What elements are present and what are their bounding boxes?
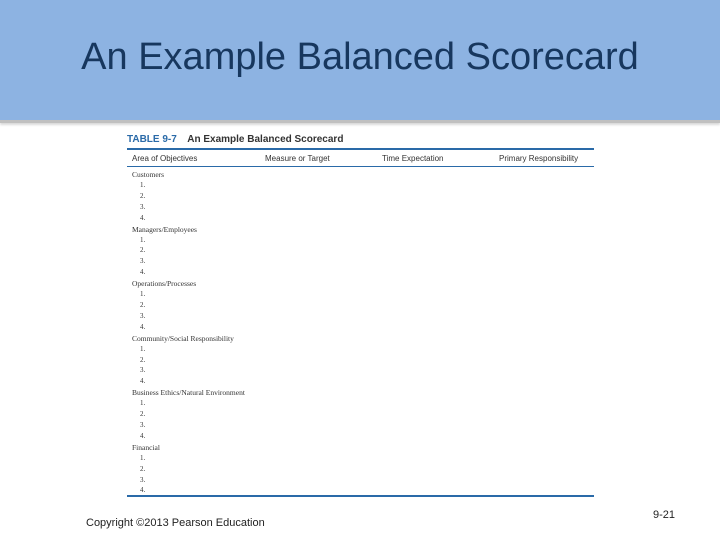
section-heading: Customers bbox=[132, 170, 165, 179]
column-header-time: Time Expectation bbox=[382, 154, 444, 163]
section-item: 2. bbox=[140, 246, 146, 255]
section-item: 2. bbox=[140, 301, 146, 310]
section-item: 1. bbox=[140, 344, 146, 353]
section-heading: Managers/Employees bbox=[132, 224, 197, 234]
table-label: TABLE 9-7 bbox=[127, 134, 177, 145]
table-bottom-rule bbox=[127, 495, 594, 497]
section-item: 3. bbox=[140, 366, 146, 375]
section-item: 3. bbox=[140, 202, 146, 211]
section-item: 1. bbox=[140, 181, 146, 189]
section-heading: Financial bbox=[132, 442, 160, 452]
table-caption bbox=[127, 133, 343, 147]
column-header-measure: Measure or Target bbox=[265, 154, 330, 163]
section-item: 4. bbox=[140, 377, 146, 386]
section-item: 1. bbox=[140, 453, 146, 462]
section-item: 4. bbox=[140, 268, 146, 277]
section-item: 4. bbox=[140, 486, 146, 495]
table-body bbox=[127, 169, 594, 496]
section-heading: Business Ethics/Natural Environment bbox=[132, 388, 245, 398]
section-heading: Operations/Processes bbox=[132, 279, 197, 289]
section-item: 3. bbox=[140, 475, 146, 484]
page-number: 9-21 bbox=[653, 509, 676, 521]
section-item: 1. bbox=[140, 235, 146, 244]
section-item: 4. bbox=[140, 322, 146, 331]
slide-title: An Example Balanced Scorecard bbox=[81, 36, 639, 78]
column-header-area: Area of Objectives bbox=[132, 154, 198, 163]
section-item: 3. bbox=[140, 421, 146, 430]
section-item: 4. bbox=[140, 431, 146, 440]
section-item: 3. bbox=[140, 311, 146, 320]
column-header-row bbox=[127, 150, 594, 167]
section-item: 2. bbox=[140, 191, 146, 200]
section-item: 2. bbox=[140, 410, 146, 419]
section-item: 3. bbox=[140, 257, 146, 266]
column-header-responsibility: Primary Responsibility bbox=[499, 154, 579, 163]
section-item: 4. bbox=[140, 213, 146, 222]
section-item: 1. bbox=[140, 399, 146, 408]
copyright-text: Copyright ©2013 Pearson Education bbox=[86, 517, 265, 529]
section-heading: Community/Social Responsibility bbox=[132, 333, 234, 343]
section-item: 1. bbox=[140, 290, 146, 299]
section-item: 2. bbox=[140, 464, 146, 473]
table-title: An Example Balanced Scorecard bbox=[187, 134, 344, 145]
section-item: 2. bbox=[140, 355, 146, 364]
